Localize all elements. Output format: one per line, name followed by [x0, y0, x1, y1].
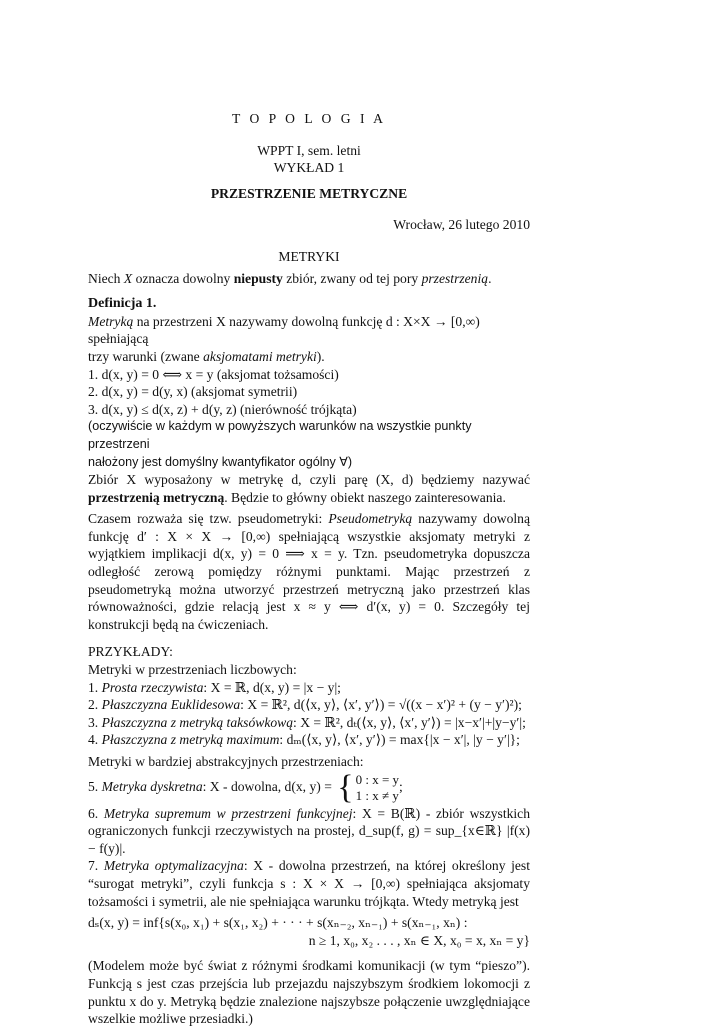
example-3: 3. Płaszczyzna z metryką taksówkową: X = ℝ², dₜ(⟨x, y⟩, ⟨x′, y′⟩) = |x−x′|+|y−y′|; — [88, 714, 526, 730]
document-title: T O P O L O G I A — [232, 111, 386, 126]
numeric-metrics-intro: Metryki w przestrzeniach liczbowych: — [88, 662, 297, 678]
example-2: 2. Płaszczyzna Euklidesowa: X = ℝ², d(⟨x, y⟩, ⟨x′, y′⟩) = √((x − x′)² + (y − y′)²); — [88, 697, 522, 713]
lecture-number: WYKŁAD 1 — [273, 160, 345, 176]
example-1: 1. Prosta rzeczywista: X = ℝ, d(x, y) = |x − y|; — [88, 679, 341, 695]
example-6: 6. Metryka supremum w przestrzeni funkcyjnej: X = B(ℝ) - zbiór wszystkich ograniczonych funkcji rzeczywistych na prostej, d_sup(f, g) = sup_{x∈ℝ} |f(x) − f(y)|. — [88, 805, 531, 856]
axiom-1: 1. d(x, y) = 0 ⟺ x = y (aksjomat tożsamości) — [88, 366, 339, 382]
course-info: WPPT I, sem. letni — [257, 142, 361, 158]
example-5: 5. Metryka dyskretna: X - dowolna, d(x, y) = { 0 : x = y 1 : x ≠ y ; — [88, 768, 403, 806]
definition-note-1: (oczywiście w każdym w powyższych warunków na wszystkie punkty przestrzeni — [88, 419, 472, 451]
lecture-topic: PRZESTRZENIE METRYCZNE — [210, 185, 408, 201]
definition-line-1: Metryką na przestrzeni X nazywamy dowolną funkcję d : X×X → [0,∞) spełniającą — [88, 313, 480, 347]
definition-heading: Definicja 1. — [88, 296, 157, 312]
document-page — [88, 0, 530, 1028]
section-heading: METRYKI — [278, 248, 340, 264]
example-4: 4. Płaszczyzna z metryką maximum: dₘ(⟨x, y⟩, ⟨x′, y′⟩) = max{|x − x′|, |y − y′|}; — [88, 732, 520, 748]
abstract-metrics-intro: Metryki w bardziej abstrakcyjnych przestrzeniach: — [88, 754, 364, 769]
closing-paragraph: (Modelem może być świat z różnymi środkami komunikacji (w tym “pieszo”). Funkcją s jest czas przejścia lub przejazdu najszybszym środkiem lokomocji z punktu x do y. Metryką będzie znalezione najszybsze połączenie uwzględniające wszelkie możliwe przesiadki.) — [88, 958, 530, 1027]
intro-paragraph: Niech X oznacza dowolny niepusty zbiór, zwany od tej pory przestrzenią. — [88, 270, 492, 286]
example-7: 7. Metryka optymalizacyjna: X - dowolna przestrzeń, na której określony jest “surogat metryki”, czyli funkcja s : X × X → [0,∞) spełniająca aksjomaty tożsamości i symetrii, ale nie spełniająca warunku trójkąta. Wtedy metryką jest — [88, 858, 531, 909]
case-1: 0 : x = y — [355, 771, 400, 787]
definition-note-2: nałożony jest domyślny kwantyfikator ogólny ∀) — [88, 454, 353, 469]
place-date: Wrocław, 26 lutego 2010 — [393, 217, 530, 233]
axiom-2: 2. d(x, y) = d(y, x) (aksjomat symetrii) — [88, 384, 298, 400]
formula-line-2: n ≥ 1, x₀, x₂ . . . , xₙ ∈ X, x₀ = x, xₙ = y} — [308, 932, 530, 948]
definition-line-2: trzy warunki (zwane aksjomatami metryki). — [88, 348, 325, 364]
formula-line-1: dₛ(x, y) = inf{s(x₀, x₁) + s(x₁, x₂) + · · · + s(xₙ₋₂, xₙ₋₁) + s(xₙ₋₁, xₙ) : — [88, 915, 468, 931]
case-brace: { 0 : x = y 1 : x ≠ y — [337, 768, 400, 806]
axiom-3: 3. d(x, y) ≤ d(x, z) + d(y, z) (nierówność trójkąta) — [88, 401, 357, 417]
metric-space-paragraph: Zbiór X wyposażony w metrykę d, czyli parę (X, d) będziemy nazywać przestrzenią metryczną. Będzie to główny obiekt naszego zainteresowania. — [88, 472, 530, 505]
case-2: 1 : x ≠ y — [355, 787, 399, 803]
pseudometric-paragraph: Czasem rozważa się tzw. pseudometryki: Pseudometryką nazywamy dowolną funkcję d′ : X × X → [0,∞) spełniającą wszystkie aksjomaty metryki z wyjątkiem implikacji d(x, y) = 0 ⟹ x = y. Tzn. pseudometryka dopuszcza odległość zerową pomiędzy różnymi punktami. Mając przestrzeń z pseudometryką można utworzyć przestrzeń metryczną jako przestrzeń klas równoważności, gdzie relacją jest x ≈ y ⟺ d′(x, y) = 0. Szczegóły tej konstrukcji będą na ćwiczeniach. — [88, 511, 530, 632]
examples-heading: PRZYKŁADY: — [88, 644, 173, 660]
